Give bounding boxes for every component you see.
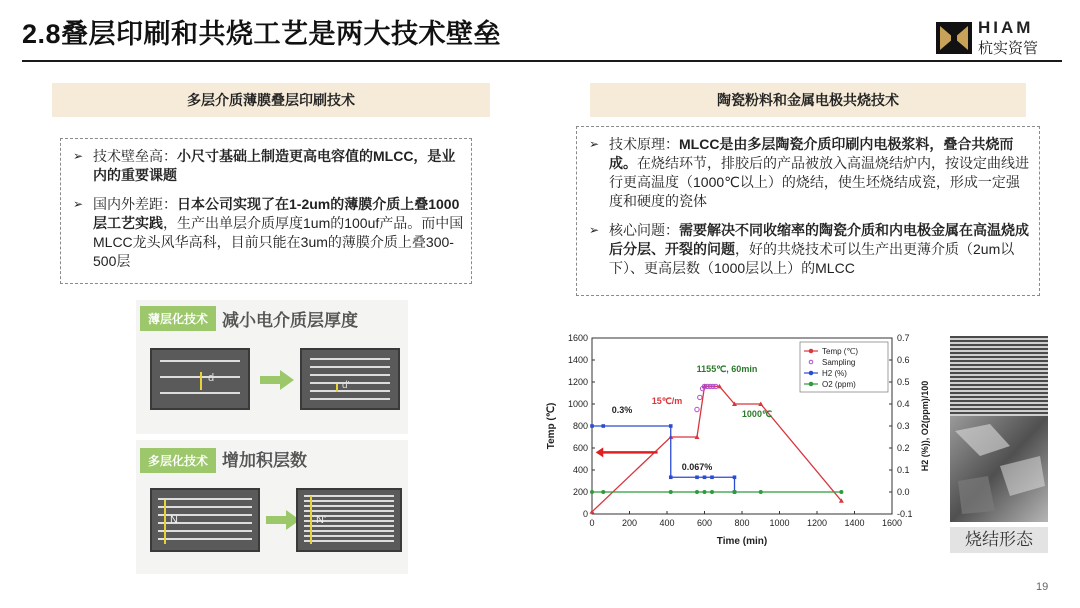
annotation-peak: 1155℃, 60min	[696, 364, 758, 375]
right-bullet-box	[576, 126, 1040, 296]
left-bullet-2-text-1: 国内外差距：	[93, 196, 177, 212]
data-point	[601, 424, 605, 428]
data-point	[703, 490, 707, 494]
legend-entry: Temp (℃)	[822, 347, 859, 356]
right-bullet-list	[577, 127, 1039, 278]
sintering-profile-chart	[540, 330, 930, 556]
right-bullet-1-text-3: 在烧结环节，排胶后的产品被放入高温烧结炉内，按设定曲线进行更高温度（1000℃以上）的烧结，使生坯烧结成瓷，形成一定强度和硬度的瓷体	[609, 155, 1029, 209]
data-point	[698, 395, 702, 399]
y2-tick-label: 0.5	[897, 377, 910, 387]
arrow-right-icon	[260, 370, 294, 390]
y2-tick-label: 0.0	[897, 487, 910, 497]
left-bullet-box	[60, 138, 472, 284]
photo-caption: 烧结形态	[950, 527, 1048, 553]
right-section-heading: 陶瓷粉料和金属电极共烧技术	[590, 83, 1026, 117]
data-point	[669, 490, 673, 494]
x-tick-label: 1400	[844, 518, 865, 528]
series-line-2	[592, 426, 735, 492]
annotation-ramp: 15℃/m	[651, 396, 683, 406]
red-arrow-left-icon	[596, 447, 604, 457]
data-point	[695, 475, 699, 479]
x-tick-label: 1200	[806, 518, 828, 528]
x-tick-label: 1000	[769, 518, 790, 528]
left-bullet-2-text-3: ，生产出单层介质厚度1um的100uf产品。而中国MLCC龙头风华高科，目前只能在3um的薄膜介质上叠300-500层	[93, 215, 464, 269]
x-tick-label: 1600	[881, 518, 903, 528]
left-bullet-1	[67, 147, 465, 185]
layer-count-after: N'	[316, 514, 327, 526]
chip-before-thin	[150, 348, 250, 410]
multi-layer-tag: 多层化技术	[140, 448, 216, 473]
thickness-label-before: d	[208, 372, 215, 384]
y-tick-label: 800	[572, 421, 588, 431]
data-point	[733, 475, 737, 479]
bullet-arrow-icon: ➢	[589, 137, 600, 151]
data-point	[590, 490, 594, 494]
y-tick-label: 0	[582, 509, 588, 519]
left-bullet-1-text-2: 小尺寸基础上制造更高电容值的MLCC，是业内的重要课题	[93, 148, 456, 183]
thin-layer-label: 减小电介质层厚度	[222, 311, 358, 330]
annotation-h2-high: 0.3%	[611, 404, 633, 415]
slide-title: 2.8叠层印刷和共烧工艺是两大技术壁垒	[22, 19, 502, 49]
right-bullet-2-text-3: ，好的共烧技术可以生产出更薄介质（2um以下）、更高层数（1000层以上）的MLCC	[609, 241, 1015, 276]
logo-mark-icon	[936, 22, 972, 54]
y-tick-label: 1200	[567, 377, 588, 387]
y2-tick-label: 0.4	[897, 399, 910, 409]
bullet-arrow-icon: ➢	[73, 149, 84, 163]
logo-text-cn: 杭实资管	[978, 40, 1039, 57]
y2-tick-label: 0.6	[897, 355, 910, 365]
data-point	[703, 475, 707, 479]
data-point	[695, 407, 699, 411]
micrograph-image	[950, 336, 1048, 522]
x-axis-label: Time (min)	[716, 536, 768, 547]
x-tick-label: 400	[659, 518, 675, 528]
data-point	[695, 490, 699, 494]
right-bullet-1-text-1: 技术原理：	[609, 136, 679, 152]
data-point	[839, 490, 843, 494]
left-bullet-1-text-1: 技术壁垒高：	[93, 148, 177, 164]
x-tick-label: 800	[734, 518, 750, 528]
data-point	[710, 475, 714, 479]
y2-tick-label: 0.7	[897, 333, 910, 343]
left-bullet-2-text-2: 日本公司实现了在1-2um的薄膜介质上叠1000层工艺实践	[93, 196, 460, 231]
legend-entry: O2 (ppm)	[822, 380, 856, 389]
chip-after-multi	[296, 488, 402, 552]
y-axis-label: Temp (℃)	[546, 402, 557, 450]
right-bullet-2-text-1: 核心问题：	[609, 222, 679, 238]
y-tick-label: 200	[572, 487, 588, 497]
chip-after-thin	[300, 348, 400, 410]
right-bullet-1-text-2: MLCC是由多层陶瓷介质印刷内电极浆料，叠合共烧而成。	[609, 136, 1014, 171]
thickness-label-after: d'	[342, 380, 350, 391]
data-point	[669, 424, 673, 428]
data-point	[733, 490, 737, 494]
legend-marker	[809, 371, 813, 375]
data-point	[710, 490, 714, 494]
layer-count-before: N	[170, 514, 178, 526]
annotation-h2-low: 0.067%	[681, 462, 713, 472]
page-number: 19	[1036, 581, 1049, 593]
right-bullet-2	[583, 221, 1033, 278]
bullet-arrow-icon: ➢	[73, 197, 84, 211]
annotation-hold: 1000℃	[741, 409, 773, 420]
legend-entry: Sampling	[822, 358, 856, 367]
left-section-heading: 多层介质薄膜叠层印刷技术	[52, 83, 490, 117]
thin-layer-tag: 薄层化技术	[140, 306, 216, 331]
y2-tick-label: 0.3	[897, 421, 910, 431]
y-tick-label: 1400	[567, 355, 588, 365]
y-tick-label: 1600	[567, 333, 588, 343]
left-bullet-2	[67, 195, 465, 271]
y-tick-label: 1000	[567, 399, 588, 409]
multi-layer-label: 增加积层数	[222, 451, 307, 470]
y2-tick-label: 0.1	[897, 465, 910, 475]
title-divider	[22, 60, 1062, 62]
chip-before-multi	[150, 488, 260, 552]
right-bullet-2-text-2: 需要解决不同收缩率的陶瓷介质和内电极金属在高温烧成后分层、开裂的问题	[609, 222, 1029, 257]
company-logo	[936, 20, 1066, 58]
left-bullet-list	[61, 139, 471, 271]
data-point	[601, 490, 605, 494]
data-point	[669, 475, 673, 479]
data-point	[590, 424, 594, 428]
thin-layer-panel	[136, 300, 408, 434]
legend-marker	[809, 349, 813, 353]
x-tick-label: 200	[621, 518, 638, 528]
right-bullet-1	[583, 135, 1033, 211]
bullet-arrow-icon: ➢	[589, 223, 600, 237]
y2-tick-label: 0.2	[897, 443, 910, 453]
sintered-structure-photo	[950, 336, 1048, 548]
legend-entry: H2 (%)	[822, 369, 847, 378]
multi-layer-panel	[136, 440, 408, 574]
arrow-right-icon	[266, 510, 300, 530]
x-tick-label: 600	[696, 518, 713, 528]
y2-axis-label: H2 (%)), O2(ppm)/100	[920, 380, 930, 472]
data-point	[759, 490, 763, 494]
logo-text-en: HIAM	[978, 18, 1034, 37]
y-tick-label: 600	[572, 443, 588, 453]
y2-tick-label: -0.1	[897, 509, 913, 519]
y-tick-label: 400	[572, 465, 588, 475]
x-tick-label: 0	[589, 518, 595, 528]
legend-marker	[809, 382, 813, 386]
